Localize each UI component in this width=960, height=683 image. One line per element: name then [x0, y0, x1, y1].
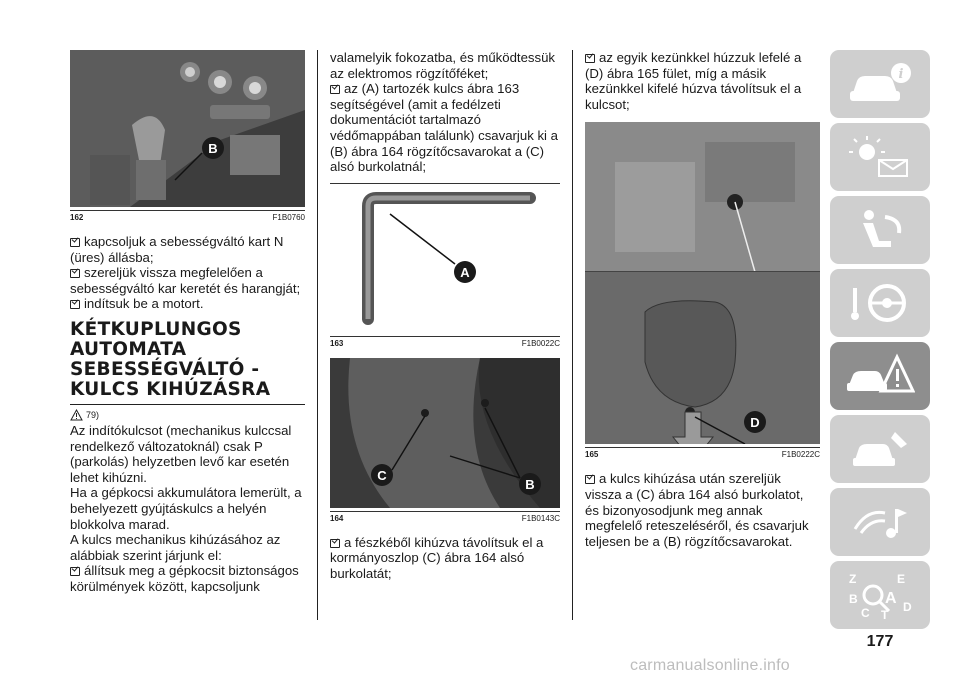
bullet-item: [70, 265, 305, 296]
bullet-item: [70, 234, 305, 265]
figure-162-number: 162: [70, 213, 84, 222]
bullet-text: az (A) tartozék kulcs ábra 163 segítségével (amit a fedélzeti dokumentációt tartalmazó védőmappában találunk) csavarjuk ki a (B) ábra 164 rögzítőcsavarokat a (C) alsó burkolatnál;: [330, 81, 558, 175]
heading-line: AUTOMATA: [70, 338, 187, 360]
paragraph: Az indítókulcsot (mechanikus kulccsal rendelkező változatoknál) csak P (parkolás) helyzetben levő kar esetén lehet kihúzni.: [70, 422, 292, 485]
warning-triangle-icon: [70, 409, 83, 421]
page-number: 177: [866, 633, 894, 650]
wrench-car-icon: [845, 426, 915, 472]
tab-airbag-seat[interactable]: [830, 196, 930, 264]
callout-label-c: C: [377, 467, 387, 483]
figure-164-caption: [330, 511, 560, 523]
chapter-tabs: [830, 50, 930, 634]
tab-maintenance[interactable]: [830, 415, 930, 483]
figure-165-number: 165: [585, 450, 599, 460]
section-heading: [70, 320, 305, 405]
key-tool-illustration: [330, 184, 560, 333]
tab-index[interactable]: [830, 561, 930, 629]
bullet-item: [70, 296, 305, 312]
col3-text-top: [585, 50, 820, 112]
tab-emergency[interactable]: [830, 342, 930, 410]
checkbox-icon: [330, 539, 340, 548]
figure-163: [330, 183, 560, 333]
svg-text:B: B: [849, 592, 858, 606]
col2-text-bottom: [330, 535, 560, 582]
bullet-item: [330, 535, 560, 582]
col3-text-bottom: [585, 471, 820, 549]
figure-165-code: F1B0222C: [781, 450, 820, 460]
bullet-item: [585, 471, 820, 549]
svg-text:T: T: [881, 608, 889, 621]
heading-line: KULCS KIHÚZÁSRA: [70, 378, 271, 400]
figure-164-code: F1B0143C: [521, 513, 560, 523]
paragraph: Ha a gépkocsi akkumulátora lemerült, a behelyezett gyújtáskulcs a helyén blokkolva marad.: [70, 485, 302, 532]
col2-text-top: [330, 50, 560, 175]
checkbox-icon: [585, 475, 595, 484]
checkbox-icon: [70, 300, 80, 309]
column-divider: [572, 50, 573, 620]
figure-163-number: 163: [330, 338, 344, 348]
col1-bullets: [70, 234, 305, 312]
figure-164-number: 164: [330, 513, 344, 523]
checkbox-icon: [70, 269, 80, 278]
car-info-icon: [845, 61, 915, 107]
steering-wheel-icon: [845, 280, 915, 326]
callout-label-d: D: [750, 415, 760, 431]
gear-console-illustration: [70, 50, 305, 207]
column-1: [70, 50, 305, 595]
callout-label-b: B: [208, 141, 218, 156]
tab-dashboard-lights[interactable]: [830, 123, 930, 191]
steering-column-cover-illustration: [330, 358, 560, 508]
warning-ref-number: 79): [86, 409, 100, 420]
airbag-seat-icon: [845, 207, 915, 253]
checkbox-icon: [585, 54, 595, 63]
callout-label-b2: B: [525, 476, 535, 492]
watermark: carmanualsonline.info: [630, 657, 790, 674]
svg-text:C: C: [861, 606, 870, 620]
svg-text:E: E: [897, 572, 906, 586]
bullet-item: [70, 563, 305, 594]
bullet-item: [330, 81, 560, 175]
figure-163-caption: [330, 336, 560, 348]
bullet-text: kapcsoljuk a sebességváltó kart N (üres) állásba;: [70, 234, 284, 265]
paragraph: A kulcs mechanikus kihúzásához az alábbiak szerint járjunk el:: [70, 532, 281, 563]
car-warning-icon: [845, 353, 915, 399]
figure-164: [330, 358, 560, 508]
checkbox-icon: [70, 238, 80, 247]
heading-line: KÉTKUPLUNGOS: [70, 318, 242, 340]
bullet-text: az egyik kezünkkel húzzuk lefelé a (D) ábra 165 fület, míg a másik kezünkkel kifelé húzva távolítsuk el a kulcsot;: [585, 50, 802, 112]
column-2: [330, 50, 560, 582]
figure-162: [70, 50, 305, 207]
bullet-text: állítsuk meg a gépkocsit biztonságos körülmények között, kapcsoljunk: [70, 563, 299, 594]
paragraph: valamelyik fokozatba, és működtessük az elektromos rögzítőféket;: [330, 50, 556, 81]
heading-line: SEBESSÉGVÁLTÓ -: [70, 358, 260, 380]
bullet-text: a kulcs kihúzása után szereljük vissza a (C) ábra 164 alsó burkolatot, és bizonyosodjunk meg annak megfelelő reteszeléséről, és csavarjuk teljesen be a (B) rögzítőcsavarokat.: [585, 471, 809, 549]
bullet-item: [585, 50, 820, 112]
bullet-text: a fészkéből kihúzva távolítsuk el a kormányoszlop (C) ábra 164 alsó burkolatát;: [330, 534, 544, 581]
column-3: [585, 50, 820, 549]
checkbox-icon: [70, 567, 80, 576]
figure-165-caption: [585, 447, 820, 459]
checkbox-icon: [330, 85, 340, 94]
column-divider: [317, 50, 318, 620]
tab-steering-wheel[interactable]: [830, 269, 930, 337]
bullet-text: indítsuk be a motort.: [84, 296, 204, 312]
warning-reference: [70, 409, 305, 421]
col1-paragraphs: [70, 423, 305, 595]
bullet-text: szereljük vissza megfelelően a sebességváltó kar keretét és harangját;: [70, 265, 301, 296]
svg-text:A: A: [885, 590, 897, 607]
figure-163-code: F1B0022C: [521, 338, 560, 348]
key-release-tab-illustration: [585, 122, 820, 444]
tab-multimedia[interactable]: [830, 488, 930, 556]
callout-label-a: A: [460, 264, 470, 280]
media-music-icon: [845, 499, 915, 545]
svg-text:D: D: [903, 600, 912, 614]
dashboard-lights-icon: [845, 134, 915, 180]
svg-text:Z: Z: [849, 572, 857, 586]
tab-car-info[interactable]: [830, 50, 930, 118]
figure-162-caption: [70, 210, 305, 222]
figure-162-code: F1B0760: [272, 213, 305, 222]
figure-165: [585, 122, 820, 444]
index-letters-icon: [845, 569, 915, 621]
svg-text:i: i: [898, 67, 904, 82]
